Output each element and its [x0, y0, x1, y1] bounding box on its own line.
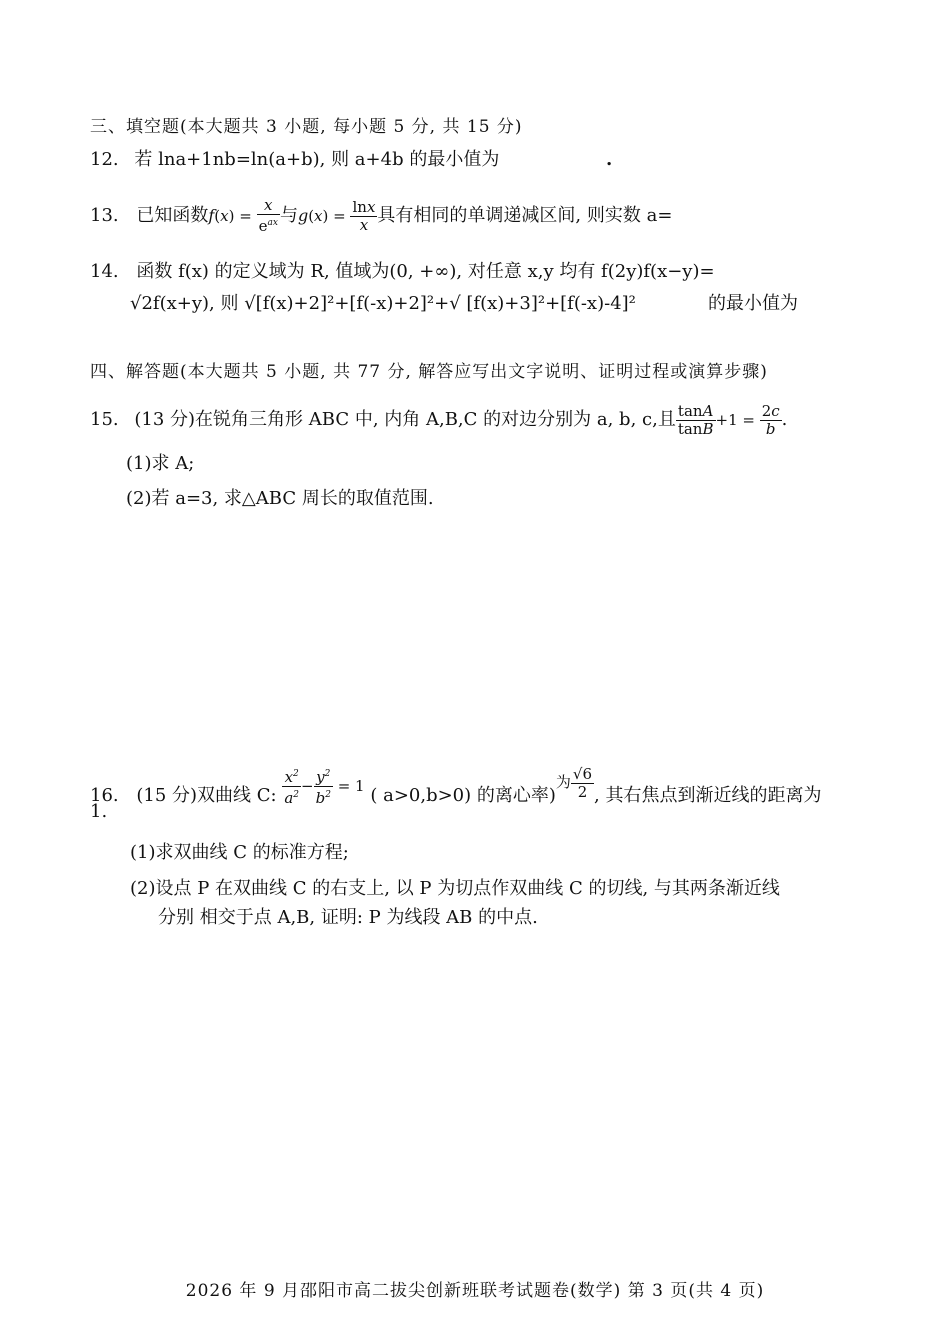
question-text: 函数 f(x) 的定义域为 R, 值域为(0, +∞), 对任意 x,y 均有 f(2y)f(x−y)= [136, 261, 715, 282]
question-text: 若 lna+1nb=ln(a+b), 则 a+4b 的最小值为 [134, 149, 500, 170]
question-text: ( a>0,b>0) 的离心率) [370, 785, 556, 806]
question-13 [90, 196, 672, 236]
question-14-line-2-end: 的最小值为 [708, 293, 798, 314]
question-16 [90, 750, 821, 828]
question-16-part-2: (2)设点 P 在双曲线 C 的右支上, 以 P 为切点作双曲线 C 的切线, 与其两条渐近线 [130, 878, 780, 899]
question-16-part-2-line-2: 分别 相交于点 A,B, 证明: P 为线段 AB 的中点. [158, 907, 538, 928]
question-15-part-1: (1)求 A; [126, 453, 195, 474]
section-3-header: 三、填空题(本大题共 3 小题, 每小题 5 分, 共 15 分) [90, 117, 523, 137]
question-text: 具 [377, 205, 396, 226]
question-15 [90, 400, 787, 440]
question-text: (15 分)双曲线 C: [136, 785, 277, 806]
question-text: 已知函数 [136, 205, 209, 226]
question-text: 与 [279, 205, 298, 226]
section-4-header: 四、解答题(本大题共 5 小题, 共 77 分, 解答应写出文字说明、证明过程或演算步骤) [90, 362, 768, 382]
question-end: . [781, 409, 788, 430]
question-number: 14. [90, 261, 119, 282]
question-text: 为 [555, 773, 571, 791]
question-number: 15. [90, 409, 119, 430]
question-text: (13 分)在锐角三角形 ABC 中, 内角 A,B,C 的对边分别为 a, b, c,且 [134, 409, 676, 430]
question-text: 有相同的单调递减区间, 则实数 a= [395, 205, 673, 226]
question-number: 16. [90, 785, 119, 806]
question-15-part-2: (2)若 a=3, 求△ABC 周长的取值范围. [126, 488, 434, 509]
eccentricity-value: 为 $\frac{√6}{2}$ [555, 764, 593, 801]
answer-blank-end: . [606, 149, 613, 170]
function-g-formula: g(x) = $\frac{\ln x}{x}$ [297, 197, 376, 234]
function-f-formula: f(x) = $\frac{x}{e^{ax}}$ [208, 196, 278, 235]
condition-formula: $\frac{\tan A}{\tan B}$ +1 = $\frac{2c}{b}$ [677, 401, 780, 438]
question-16-line-2: 1. [90, 801, 108, 822]
question-number: 12. [90, 149, 119, 170]
question-14 [90, 260, 715, 284]
question-text: , 其右焦点到渐近线的距离为 [594, 785, 822, 806]
page-footer: 2026 年 9 月邵阳市高二拔尖创新班联考试题卷(数学) 第 3 页(共 4 页) [185, 1281, 765, 1301]
question-12 [90, 148, 499, 172]
question-16-part-1: (1)求双曲线 C 的标准方程; [130, 842, 349, 863]
hyperbola-equation: $\frac{x^2}{a^2}$ − $\frac{y^2}{b^2}$ = 1 [284, 767, 365, 807]
question-14-line-2: √2f(x+y), 则 √[f(x)+2]²+[f(-x)+2]²+√ [f(x)+3]²+[f(-x)-4]² [130, 293, 636, 314]
question-number: 13. [90, 205, 119, 226]
